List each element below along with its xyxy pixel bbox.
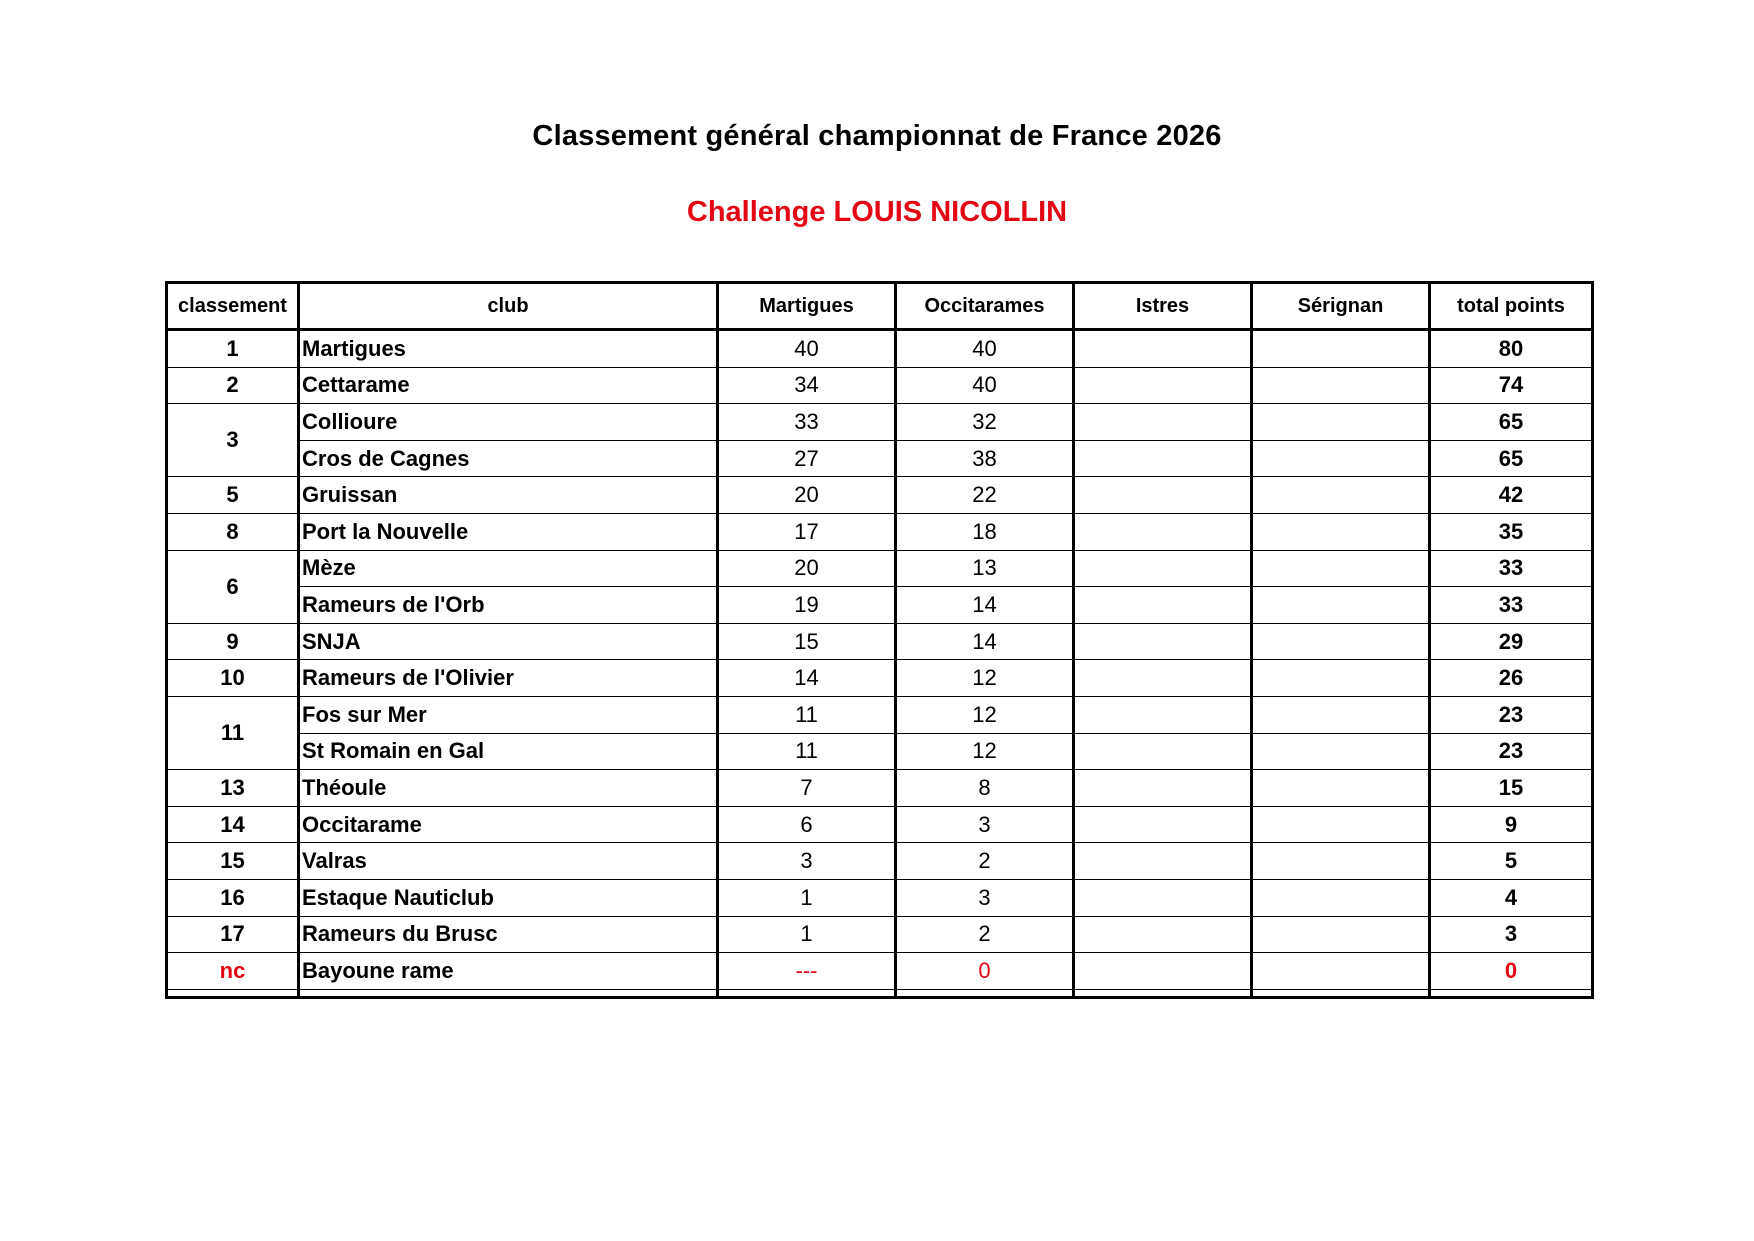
rank-cell: 15	[167, 843, 299, 880]
martigues-points-cell: 34	[718, 367, 896, 404]
serignan-points-cell	[1252, 879, 1430, 916]
martigues-points-cell: ---	[718, 953, 896, 990]
serignan-points-cell	[1252, 696, 1430, 733]
rank-cell: 14	[167, 806, 299, 843]
serignan-points-cell	[1252, 477, 1430, 514]
rank-cell: 17	[167, 916, 299, 953]
istres-points-cell	[1074, 953, 1252, 990]
header-occitarames: Occitarames	[896, 283, 1074, 330]
total-points-cell: 23	[1430, 733, 1593, 770]
spacer-cell	[167, 989, 299, 997]
martigues-points-cell: 11	[718, 733, 896, 770]
club-cell: Port la Nouvelle	[299, 513, 718, 550]
spacer-cell	[718, 989, 896, 997]
istres-points-cell	[1074, 440, 1252, 477]
occitarames-points-cell: 2	[896, 843, 1074, 880]
spacer-cell	[1074, 989, 1252, 997]
istres-points-cell	[1074, 660, 1252, 697]
page-subtitle: Challenge LOUIS NICOLLIN	[686, 196, 1068, 228]
total-points-cell: 5	[1430, 843, 1593, 880]
occitarames-points-cell: 12	[896, 733, 1074, 770]
istres-points-cell	[1074, 806, 1252, 843]
club-cell: Gruissan	[299, 477, 718, 514]
occitarames-points-cell: 18	[896, 513, 1074, 550]
total-points-cell: 9	[1430, 806, 1593, 843]
header-martigues: Martigues	[718, 283, 896, 330]
martigues-points-cell: 17	[718, 513, 896, 550]
rank-cell: 6	[167, 550, 299, 623]
occitarames-points-cell: 32	[896, 404, 1074, 441]
occitarames-points-cell: 14	[896, 587, 1074, 624]
serignan-points-cell	[1252, 623, 1430, 660]
total-points-cell: 26	[1430, 660, 1593, 697]
martigues-points-cell: 14	[718, 660, 896, 697]
total-points-cell: 33	[1430, 587, 1593, 624]
martigues-points-cell: 27	[718, 440, 896, 477]
martigues-points-cell: 33	[718, 404, 896, 441]
club-cell: Rameurs de l'Olivier	[299, 660, 718, 697]
istres-points-cell	[1074, 330, 1252, 368]
club-cell: Rameurs de l'Orb	[299, 587, 718, 624]
istres-points-cell	[1074, 916, 1252, 953]
club-cell: Théoule	[299, 770, 718, 807]
total-points-cell: 29	[1430, 623, 1593, 660]
rank-cell: 5	[167, 477, 299, 514]
occitarames-points-cell: 40	[896, 367, 1074, 404]
istres-points-cell	[1074, 367, 1252, 404]
total-points-cell: 33	[1430, 550, 1593, 587]
total-points-cell: 0	[1430, 953, 1593, 990]
istres-points-cell	[1074, 879, 1252, 916]
martigues-points-cell: 3	[718, 843, 896, 880]
club-cell: Estaque Nauticlub	[299, 879, 718, 916]
occitarames-points-cell: 0	[896, 953, 1074, 990]
club-cell: Mèze	[299, 550, 718, 587]
occitarames-points-cell: 2	[896, 916, 1074, 953]
martigues-points-cell: 7	[718, 770, 896, 807]
spacer-cell	[896, 989, 1074, 997]
club-cell: SNJA	[299, 623, 718, 660]
club-cell: Rameurs du Brusc	[299, 916, 718, 953]
serignan-points-cell	[1252, 953, 1430, 990]
occitarames-points-cell: 13	[896, 550, 1074, 587]
serignan-points-cell	[1252, 404, 1430, 441]
total-points-cell: 15	[1430, 770, 1593, 807]
istres-points-cell	[1074, 733, 1252, 770]
club-cell: Cros de Cagnes	[299, 440, 718, 477]
standings-table	[165, 281, 1594, 999]
serignan-points-cell	[1252, 843, 1430, 880]
istres-points-cell	[1074, 623, 1252, 660]
rank-cell: 10	[167, 660, 299, 697]
spacer-cell	[299, 989, 718, 997]
martigues-points-cell: 6	[718, 806, 896, 843]
martigues-points-cell: 1	[718, 916, 896, 953]
rank-cell: nc	[167, 953, 299, 990]
club-cell: Cettarame	[299, 367, 718, 404]
club-cell: Valras	[299, 843, 718, 880]
total-points-cell: 42	[1430, 477, 1593, 514]
serignan-points-cell	[1252, 513, 1430, 550]
club-cell: Bayoune rame	[299, 953, 718, 990]
martigues-points-cell: 40	[718, 330, 896, 368]
martigues-points-cell: 20	[718, 477, 896, 514]
total-points-cell: 35	[1430, 513, 1593, 550]
occitarames-points-cell: 22	[896, 477, 1074, 514]
istres-points-cell	[1074, 843, 1252, 880]
total-points-cell: 4	[1430, 879, 1593, 916]
serignan-points-cell	[1252, 550, 1430, 587]
spacer-cell	[1252, 989, 1430, 997]
istres-points-cell	[1074, 477, 1252, 514]
serignan-points-cell	[1252, 587, 1430, 624]
total-points-cell: 65	[1430, 404, 1593, 441]
serignan-points-cell	[1252, 733, 1430, 770]
occitarames-points-cell: 12	[896, 696, 1074, 733]
martigues-points-cell: 15	[718, 623, 896, 660]
rank-cell: 8	[167, 513, 299, 550]
istres-points-cell	[1074, 770, 1252, 807]
rank-cell: 16	[167, 879, 299, 916]
occitarames-points-cell: 38	[896, 440, 1074, 477]
club-cell: Collioure	[299, 404, 718, 441]
occitarames-points-cell: 40	[896, 330, 1074, 368]
rank-cell: 11	[167, 696, 299, 769]
header-rank: classement	[167, 283, 299, 330]
martigues-points-cell: 20	[718, 550, 896, 587]
martigues-points-cell: 11	[718, 696, 896, 733]
table-header-row	[167, 283, 1593, 330]
club-cell: Fos sur Mer	[299, 696, 718, 733]
total-points-cell: 3	[1430, 916, 1593, 953]
serignan-points-cell	[1252, 367, 1430, 404]
occitarames-points-cell: 8	[896, 770, 1074, 807]
occitarames-points-cell: 14	[896, 623, 1074, 660]
istres-points-cell	[1074, 513, 1252, 550]
total-points-cell: 23	[1430, 696, 1593, 733]
header-total: total points	[1430, 283, 1593, 330]
martigues-points-cell: 19	[718, 587, 896, 624]
club-cell: St Romain en Gal	[299, 733, 718, 770]
spacer-cell	[1430, 989, 1593, 997]
header-serignan: Sérignan	[1252, 283, 1430, 330]
istres-points-cell	[1074, 696, 1252, 733]
total-points-cell: 80	[1430, 330, 1593, 368]
serignan-points-cell	[1252, 330, 1430, 368]
club-cell: Martigues	[299, 330, 718, 368]
table-footer-spacer	[167, 989, 1593, 997]
club-cell: Occitarame	[299, 806, 718, 843]
serignan-points-cell	[1252, 806, 1430, 843]
occitarames-points-cell: 3	[896, 879, 1074, 916]
istres-points-cell	[1074, 587, 1252, 624]
occitarames-points-cell: 3	[896, 806, 1074, 843]
istres-points-cell	[1074, 550, 1252, 587]
rank-cell: 9	[167, 623, 299, 660]
occitarames-points-cell: 12	[896, 660, 1074, 697]
header-club: club	[299, 283, 718, 330]
martigues-points-cell: 1	[718, 879, 896, 916]
rank-cell: 3	[167, 404, 299, 477]
serignan-points-cell	[1252, 916, 1430, 953]
rank-cell: 2	[167, 367, 299, 404]
page-title: Classement général championnat de France 2026	[532, 120, 1222, 152]
serignan-points-cell	[1252, 440, 1430, 477]
total-points-cell: 74	[1430, 367, 1593, 404]
serignan-points-cell	[1252, 660, 1430, 697]
rank-cell: 13	[167, 770, 299, 807]
rank-cell: 1	[167, 330, 299, 368]
total-points-cell: 65	[1430, 440, 1593, 477]
istres-points-cell	[1074, 404, 1252, 441]
serignan-points-cell	[1252, 770, 1430, 807]
header-istres: Istres	[1074, 283, 1252, 330]
